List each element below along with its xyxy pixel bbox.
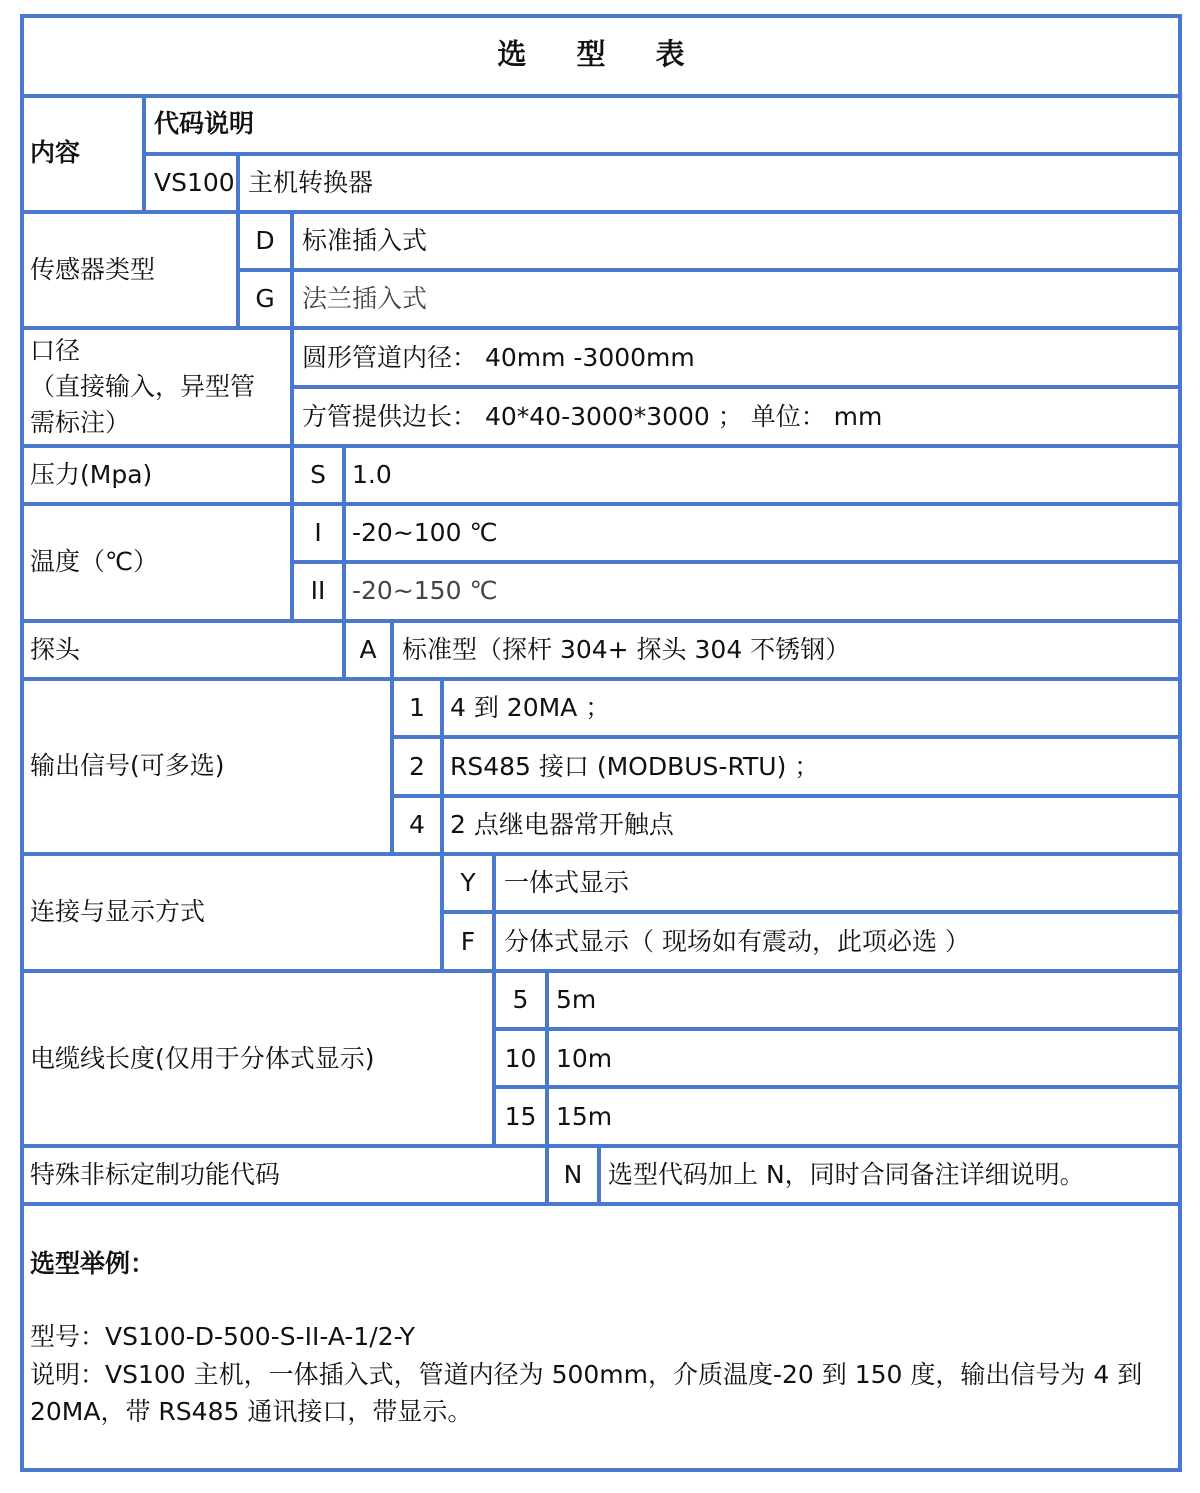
col-divider (236, 152, 240, 214)
output-label: 输出信号(可多选) (30, 751, 225, 780)
display-code-f: F (460, 927, 476, 956)
row-divider (20, 969, 1182, 973)
col-divider (290, 210, 294, 330)
sub-row-divider (290, 385, 1182, 389)
row-divider (20, 326, 1182, 330)
diameter-square: 方管提供边长： 40*40-3000*3000 ； 单位： mm (302, 402, 883, 431)
probe-code: A (359, 635, 377, 664)
sub-row-divider (236, 268, 1182, 272)
content-label: 内容 (30, 138, 81, 167)
temperature-code-ii: II (310, 576, 326, 605)
col-divider (342, 444, 346, 506)
temperature-desc-i: -20~100 ℃ (352, 518, 498, 547)
row-divider (20, 619, 1182, 623)
sensor-code-g: G (255, 284, 275, 313)
diameter-round: 圆形管道内径： 40mm -3000mm (302, 343, 695, 372)
row-divider (20, 1202, 1182, 1206)
row-divider (20, 210, 1182, 214)
cable-code-15: 15 (504, 1102, 537, 1131)
sub-row-divider (290, 560, 1182, 564)
display-label: 连接与显示方式 (30, 897, 206, 926)
probe-label: 探头 (30, 635, 81, 664)
row-divider (20, 677, 1182, 681)
display-code-y: Y (460, 868, 476, 897)
sub-row-divider (492, 1085, 1182, 1089)
cable-desc-15: 15m (556, 1102, 613, 1131)
special-desc: 选型代码加上 N，同时合同备注详细说明。 (608, 1160, 1085, 1189)
frame-right (1178, 14, 1182, 1472)
frame-left (20, 14, 24, 1472)
temperature-code-i: I (314, 518, 322, 547)
pressure-code: S (310, 460, 326, 489)
row-divider (20, 1144, 1182, 1148)
col-divider (597, 1144, 601, 1206)
temperature-label: 温度（℃） (30, 547, 159, 576)
sensor-type-label: 传感器类型 (30, 255, 156, 284)
pressure-desc: 1.0 (352, 460, 392, 489)
special-code: N (563, 1160, 583, 1189)
col-divider (390, 619, 394, 681)
display-desc-f: 分体式显示（ 现场如有震动，此项必选 ） (504, 927, 970, 956)
col-divider (290, 326, 294, 448)
col-divider (440, 677, 444, 856)
col-divider (545, 969, 549, 1148)
model-desc: 主机转换器 (248, 168, 374, 197)
sensor-code-d: D (255, 226, 275, 255)
frame-top (20, 14, 1182, 18)
output-desc-2: RS485 接口 (MODBUS-RTU) ； (450, 752, 820, 781)
cable-desc-5: 5m (556, 985, 597, 1014)
diameter-label-line2: （直接输入，异型管 (30, 372, 256, 401)
sub-row-divider (142, 152, 1182, 156)
row-divider (20, 94, 1182, 98)
frame-bottom (20, 1468, 1182, 1472)
display-desc-y: 一体式显示 (504, 868, 630, 897)
diameter-label-line3: 需标注） (30, 408, 131, 437)
example-explanation: 说明：VS100 主机，一体插入式，管道内径为 500mm，介质温度-20 到 150 度，输出信号为 4 到 20MA，带 RS485 通讯接口，带显示。 (30, 1360, 1143, 1426)
probe-desc: 标准型（探杆 304+ 探头 304 不锈钢） (402, 635, 851, 664)
output-desc-4: 2 点继电器常开触点 (450, 810, 674, 839)
row-divider (20, 502, 1182, 506)
cable-desc-10: 10m (556, 1044, 613, 1073)
sensor-desc-d: 标准插入式 (302, 226, 428, 255)
diameter-label-line1: 口径 (30, 336, 81, 365)
sub-row-divider (390, 735, 1182, 739)
sensor-desc-g: 法兰插入式 (302, 284, 428, 313)
cable-label: 电缆线长度(仅用于分体式显示) (30, 1044, 375, 1073)
model-code: VS100 (154, 168, 235, 197)
col-divider (492, 852, 496, 973)
selection-table (20, 14, 1182, 1472)
example-model-line: 型号：VS100-D-500-S-II-A-1/2-Y (30, 1322, 415, 1351)
table-title: 选 型 表 (497, 37, 705, 71)
output-code-1: 1 (409, 693, 425, 722)
row-divider (20, 852, 1182, 856)
pressure-label: 压力(Mpa) (30, 460, 153, 489)
temperature-desc-ii: -20~150 ℃ (352, 576, 498, 605)
sub-row-divider (440, 910, 1182, 914)
code-desc-heading: 代码说明 (154, 109, 255, 138)
cable-code-5: 5 (512, 985, 529, 1014)
sub-row-divider (390, 794, 1182, 798)
example-heading: 选型举例： (30, 1249, 156, 1278)
output-code-2: 2 (409, 752, 425, 781)
output-desc-1: 4 到 20MA ； (450, 693, 611, 722)
cable-code-10: 10 (504, 1044, 537, 1073)
row-divider (20, 444, 1182, 448)
col-divider (342, 502, 346, 623)
output-code-4: 4 (409, 810, 425, 839)
special-label: 特殊非标定制功能代码 (30, 1160, 281, 1189)
col-divider (142, 94, 146, 214)
sub-row-divider (492, 1027, 1182, 1031)
